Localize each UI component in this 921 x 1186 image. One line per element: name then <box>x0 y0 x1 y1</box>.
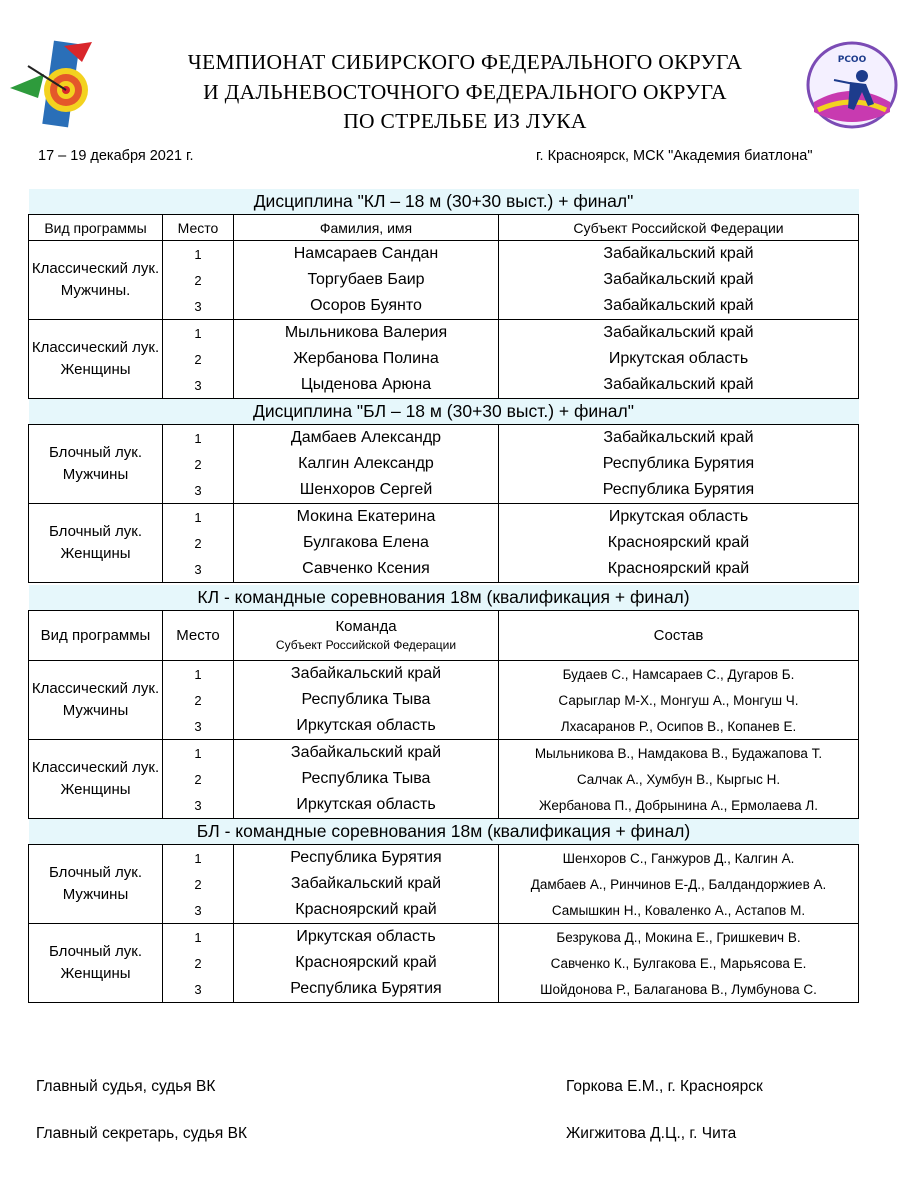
program-cell: Блочный лук. Женщины <box>29 924 163 1003</box>
place-cell: 1 <box>163 924 234 951</box>
region-cell: Забайкальский край <box>499 267 859 293</box>
place-cell: 1 <box>163 504 234 531</box>
place-cell: 2 <box>163 687 234 713</box>
title-line-2: И ДАЛЬНЕВОСТОЧНОГО ФЕДЕРАЛЬНОГО ОКРУГА <box>203 80 727 104</box>
program-cell: Классический лук. Мужчины <box>29 661 163 740</box>
logo-right-text: РСОО <box>837 55 867 65</box>
target-logo-icon <box>8 38 98 128</box>
team-cell: Республика Бурятия <box>234 976 499 1003</box>
team-header-members: Состав <box>499 611 859 661</box>
place-cell: 3 <box>163 372 234 399</box>
region-cell: Республика Бурятия <box>499 477 859 504</box>
athlete-name: Шенхоров Сергей <box>234 477 499 504</box>
members-cell: Самышкин Н., Коваленко А., Астапов М. <box>499 897 859 924</box>
place-cell: 1 <box>163 740 234 767</box>
place-cell: 3 <box>163 713 234 740</box>
region-cell: Забайкальский край <box>499 320 859 347</box>
athlete-name: Осоров Буянто <box>234 293 499 320</box>
athlete-name: Цыденова Арюна <box>234 372 499 399</box>
place-cell: 2 <box>163 950 234 976</box>
members-cell: Будаев С., Намсараев С., Дугаров Б. <box>499 661 859 688</box>
program-cell: Классический лук. Женщины <box>29 320 163 399</box>
team-header-team-label: Команда <box>335 617 397 635</box>
team-cell: Иркутская область <box>234 924 499 951</box>
athlete-name: Намсараев Сандан <box>234 241 499 268</box>
header-name: Фамилия, имя <box>234 215 499 241</box>
members-cell: Савченко К., Булгакова Е., Марьясова Е. <box>499 950 859 976</box>
team-results-table <box>28 585 859 1003</box>
region-cell: Иркутская область <box>499 346 859 372</box>
team-header-team <box>234 611 499 661</box>
place-cell: 3 <box>163 792 234 819</box>
team-cell: Красноярский край <box>234 950 499 976</box>
region-cell: Красноярский край <box>499 530 859 556</box>
athlete-name: Калгин Александр <box>234 451 499 477</box>
region-cell: Забайкальский край <box>499 372 859 399</box>
place-cell: 3 <box>163 293 234 320</box>
members-cell: Шенхоров С., Ганжуров Д., Калгин А. <box>499 845 859 872</box>
place-cell: 2 <box>163 451 234 477</box>
program-cell: Блочный лук. Женщины <box>29 504 163 583</box>
discipline-band-bl: Дисциплина "БЛ – 18 м (30+30 выст.) + финал" <box>29 399 859 425</box>
team-cell: Забайкальский край <box>234 661 499 688</box>
members-cell: Лхасаранов Р., Осипов В., Копанев Е. <box>499 713 859 740</box>
team-header-program: Вид программы <box>29 611 163 661</box>
athlete-name: Мокина Екатерина <box>234 504 499 531</box>
team-header-place: Место <box>163 611 234 661</box>
place-cell: 3 <box>163 976 234 1003</box>
program-cell: Классический лук. Мужчины. <box>29 241 163 320</box>
program-cell: Классический лук. Женщины <box>29 740 163 819</box>
chief-secretary-name: Жигжитова Д.Ц., г. Чита <box>566 1125 737 1142</box>
athlete-name: Савченко Ксения <box>234 556 499 583</box>
team-band-kl: КЛ - командные соревнования 18м (квалификация + финал) <box>29 585 859 611</box>
header-region: Субъект Российской Федерации <box>499 215 859 241</box>
header-place: Место <box>163 215 234 241</box>
athlete-name: Торгубаев Баир <box>234 267 499 293</box>
place-cell: 2 <box>163 871 234 897</box>
place-cell: 3 <box>163 897 234 924</box>
title-line-3: ПО СТРЕЛЬБЕ ИЗ ЛУКА <box>343 109 587 133</box>
athlete-name: Жербанова Полина <box>234 346 499 372</box>
place-cell: 3 <box>163 477 234 504</box>
place-cell: 2 <box>163 530 234 556</box>
place-cell: 1 <box>163 425 234 452</box>
team-cell: Иркутская область <box>234 713 499 740</box>
members-cell: Салчак А., Хумбун В., Кыргыс Н. <box>499 766 859 792</box>
region-cell: Забайкальский край <box>499 241 859 268</box>
place-cell: 1 <box>163 845 234 872</box>
chief-judge-name: Горкова Е.М., г. Красноярск <box>566 1078 763 1095</box>
place-cell: 1 <box>163 241 234 268</box>
team-cell: Республика Тыва <box>234 687 499 713</box>
athlete-name: Булгакова Елена <box>234 530 499 556</box>
program-cell: Блочный лук. Мужчины <box>29 425 163 504</box>
program-cell: Блочный лук. Мужчины <box>29 845 163 924</box>
athlete-name: Мыльникова Валерия <box>234 320 499 347</box>
members-cell: Мыльникова В., Намдакова В., Будажапова Т. <box>499 740 859 767</box>
team-band-bl: БЛ - командные соревнования 18м (квалификация + финал) <box>29 819 859 845</box>
place-cell: 2 <box>163 267 234 293</box>
federation-logo-icon <box>804 40 900 130</box>
place-cell: 2 <box>163 346 234 372</box>
place-cell: 1 <box>163 661 234 688</box>
place-cell: 1 <box>163 320 234 347</box>
team-cell: Забайкальский край <box>234 740 499 767</box>
team-header-team-sub: Субъект Российской Федерации <box>275 637 457 652</box>
place-cell: 3 <box>163 556 234 583</box>
athlete-name: Дамбаев Александр <box>234 425 499 452</box>
individual-results-table <box>28 189 859 583</box>
region-cell: Забайкальский край <box>499 293 859 320</box>
team-cell: Республика Бурятия <box>234 845 499 872</box>
team-cell: Забайкальский край <box>234 871 499 897</box>
region-cell: Иркутская область <box>499 504 859 531</box>
chief-judge-label: Главный судья, судья ВК <box>36 1078 216 1095</box>
place-cell: 2 <box>163 766 234 792</box>
members-cell: Дамбаев А., Ринчинов Е-Д., Балдандоржиев А. <box>499 871 859 897</box>
region-cell: Красноярский край <box>499 556 859 583</box>
discipline-band-kl: Дисциплина "КЛ – 18 м (30+30 выст.) + финал" <box>29 189 859 215</box>
header-program: Вид программы <box>29 215 163 241</box>
members-cell: Сарыглар М-Х., Монгуш А., Монгуш Ч. <box>499 687 859 713</box>
members-cell: Жербанова П., Добрынина А., Ермолаева Л. <box>499 792 859 819</box>
event-date: 17 – 19 декабря 2021 г. <box>38 148 194 164</box>
event-venue: г. Красноярск, МСК "Академия биатлона" <box>536 148 813 164</box>
region-cell: Республика Бурятия <box>499 451 859 477</box>
team-cell: Республика Тыва <box>234 766 499 792</box>
region-cell: Забайкальский край <box>499 425 859 452</box>
chief-secretary-label: Главный секретарь, судья ВК <box>36 1125 247 1142</box>
title-line-1: ЧЕМПИОНАТ СИБИРСКОГО ФЕДЕРАЛЬНОГО ОКРУГА <box>187 50 743 74</box>
members-cell: Безрукова Д., Мокина Е., Гришкевич В. <box>499 924 859 951</box>
team-cell: Иркутская область <box>234 792 499 819</box>
team-cell: Красноярский край <box>234 897 499 924</box>
members-cell: Шойдонова Р., Балаганова В., Лумбунова С. <box>499 976 859 1003</box>
